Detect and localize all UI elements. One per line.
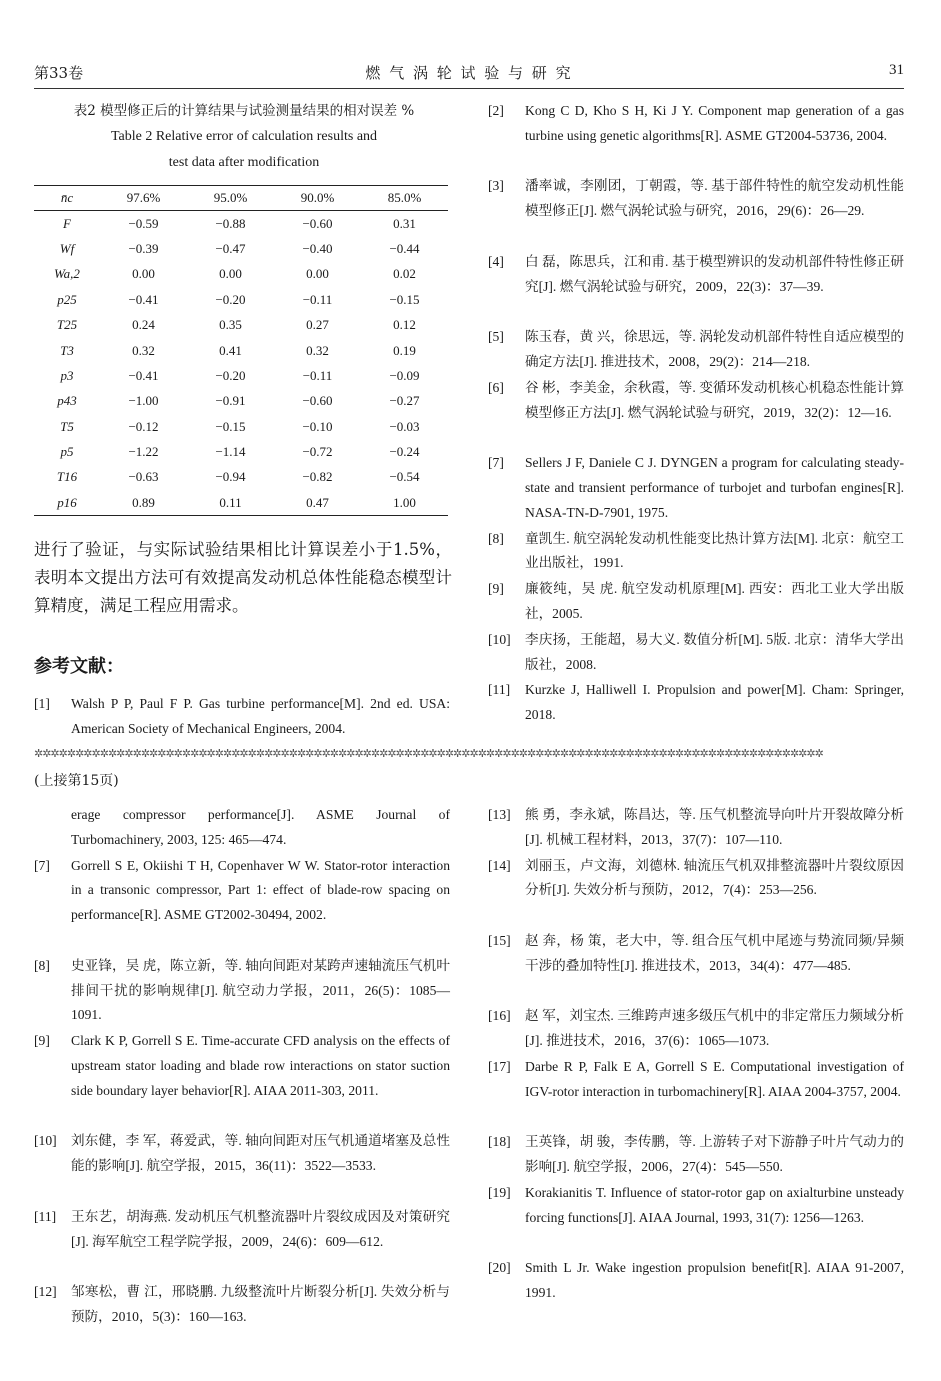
reference-number: [10] [34, 1133, 57, 1149]
table-cell: −0.20 [215, 367, 246, 383]
volume-number: 第33卷 [34, 64, 84, 82]
reference-number: [13] [488, 807, 511, 822]
row-symbol: Wf [59, 240, 75, 256]
reference-text: 童凯生. 航空涡轮发动机性能变比热计算方法[M]. 北京：航空工业出版社，1991. [525, 530, 904, 571]
reference-text: 廉筱纯，吴 虎. 航空发动机原理[M]. 西安：西北工业大学出版社，2005. [525, 581, 904, 621]
row-symbol: p3 [60, 367, 74, 383]
reference-number: [4] [488, 253, 504, 269]
table-cell: −0.10 [302, 418, 333, 434]
row-symbol: n̄c [34, 186, 100, 211]
table-cell: 0.12 [393, 317, 416, 333]
table-row [34, 439, 448, 464]
relative-error-table [34, 185, 448, 516]
references-heading: 参考文献： [34, 656, 124, 677]
table-caption-zh: 表2 模型修正后的计算结果与试验测量结果的相对误差 % [73, 103, 415, 119]
table-cell: −0.88 [215, 215, 246, 231]
reference-text: 赵 军，刘宝杰. 三维跨声速多级压气机中的非定常压力频域分析[J]. 推进技术，2016，37(6)：1065—1073. [525, 1008, 904, 1049]
table-row [34, 287, 448, 312]
table-cell: −0.41 [128, 367, 159, 383]
reference-number: [8] [34, 957, 50, 973]
reference-number: [7] [34, 857, 50, 873]
row-symbol: Wa,2 [54, 266, 80, 282]
reference-number: [9] [34, 1033, 50, 1049]
table-cell: −0.24 [389, 444, 420, 460]
reference-number: [14] [488, 857, 511, 873]
reference-number: [6] [488, 379, 504, 395]
reference-number: [2] [488, 103, 504, 118]
reference-text: Clark K P, Gorrell S E. Time-accurate CFD analysis on the effects of upstream stator loading and blade row interactions on stator suction side boundary layer behavior[R]. AIAA 2011-303, 2011. [71, 1033, 450, 1098]
reference-text: 王英锋，胡 骏，李传鹏，等. 上游转子对下游静子叶片气动力的影响[J]. 航空学报，2006，27(4)：545—550. [525, 1134, 904, 1175]
reference-number: [11] [34, 1208, 57, 1224]
reference-number: [3] [488, 178, 504, 194]
table-cell: 0.24 [132, 317, 155, 333]
table-row [34, 465, 448, 490]
reference-text: Darbe R P, Falk E A, Gorrell S E. Computational investigation of IGV-rotor interaction in turbomachinery[R]. AIAA 2004-3757, 2004. [525, 1059, 904, 1099]
reference-text: Smith L Jr. Wake ingestion propulsion benefit[R]. AIAA 91-2007, 1991. [525, 1260, 904, 1301]
table-cell: 0.32 [132, 342, 155, 358]
table-cell: −0.27 [389, 393, 420, 409]
row-symbol: p16 [34, 490, 100, 515]
reference-number: [5] [488, 329, 504, 345]
row-symbol: p5 [60, 444, 74, 460]
reference-text: 白 磊，陈思兵，江和甫. 基于模型辨识的发动机部件特性修正研究[J]. 燃气涡轮试验与研究，2009，22(3)：37—39. [525, 253, 904, 294]
table-caption-en-line2: test data after modification [168, 155, 320, 170]
table-cell: −0.12 [128, 418, 159, 434]
row-symbol: F [63, 215, 71, 231]
reference-text: 史亚锋，吴 虎，陈立新，等. 轴向间距对某跨声速轴流压气机叶排间干扰的影响规律[J]. 航空动力学报，2011，26(5)：1085—1091. [71, 957, 450, 1023]
reference-text: Walsh P P, Paul F P. Gas turbine performance[M]. 2nd ed. USA: American Society of Mechanical Engineers, 2004. [71, 696, 450, 736]
table-cell: 0.27 [306, 317, 329, 333]
table-cell: −1.00 [128, 393, 159, 409]
table-cell: −0.82 [302, 469, 333, 485]
table-row [34, 389, 448, 414]
table-cell: −0.63 [128, 469, 159, 485]
table-cell: −0.47 [215, 240, 246, 256]
table-cell: 0.31 [393, 215, 416, 231]
reference-text: 刘东健，李 军，蒋爱武，等. 轴向间距对压气机通道堵塞及总性能的影响[J]. 航空学报，2015，36(11)：3522—3533. [71, 1133, 450, 1174]
reference-number: [15] [488, 933, 511, 948]
reference-number: [16] [488, 1008, 511, 1024]
table-cell: −0.94 [215, 469, 246, 485]
table-cell: −0.54 [389, 469, 420, 485]
row-symbol: T3 [60, 342, 74, 358]
table-cell: 0.41 [219, 342, 242, 358]
table-cell: 0.00 [132, 266, 155, 282]
table-cell: −0.39 [128, 240, 159, 256]
reference-number: [18] [488, 1134, 511, 1150]
table-cell: −1.22 [128, 444, 159, 460]
table-cell: −0.40 [302, 240, 333, 256]
table-cell: −0.11 [302, 291, 333, 307]
reference-text: Sellers J F, Daniele C J. DYNGEN a program for calculating steady-state and transient performance of turbojet and turbofan engines[R]. NASA-TN-D-7901, 1975. [525, 455, 904, 520]
table-cell: −0.72 [302, 444, 333, 460]
table-cell: 0.19 [393, 342, 416, 358]
reference-text: 陈玉春，黄 兴，徐思远，等. 涡轮发动机部件特性自适应模型的确定方法[J]. 推进技术，2008，29(2)：214—218. [525, 329, 904, 369]
row-symbol: T5 [60, 418, 74, 434]
reference-number: [19] [488, 1185, 511, 1200]
row-symbol: p43 [57, 393, 77, 409]
table-cell: −0.60 [302, 215, 333, 231]
table-cell: −0.60 [302, 393, 333, 409]
table-cell: 97.6% [100, 186, 187, 211]
reference-text: Kong C D, Kho S H, Ki J Y. Component map generation of a gas turbine using genetic algorithms[R]. ASME GT2004-53736, 2004. [525, 103, 904, 143]
table-cell: 0.00 [306, 266, 329, 282]
table-cell: −0.11 [302, 367, 333, 383]
table-cell: −0.41 [128, 291, 159, 307]
conclusion-paragraph: 进行了验证，与实际试验结果相比计算误差小于1.5%，表明本文提出方法可有效提高发动机总体性能稳态模型计算精度，满足工程应用需求。 [34, 540, 452, 615]
row-symbol: p25 [57, 291, 77, 307]
reference-text: 熊 勇，李永斌，陈昌达，等. 压气机整流导向叶片开裂故障分析[J]. 机械工程材料，2013，37(7)：107—110. [525, 807, 904, 847]
reference-text: 刘丽玉，卢文海，刘德林. 轴流压气机双排整流器叶片裂纹原因分析[J]. 失效分析与预防，2012，7(4)：253—256. [525, 857, 904, 898]
reference-text: 邹寒松，曹 江，邢晓鹏. 九级整流叶片断裂分析[J]. 失效分析与预防，2010，5(3)：160—163. [71, 1284, 450, 1324]
reference-number: [20] [488, 1260, 511, 1276]
table-cell: 85.0% [361, 186, 448, 211]
table-cell: 0.32 [306, 342, 329, 358]
table-row [34, 211, 448, 236]
table-caption-en-line1: Table 2 Relative error of calculation results and [110, 129, 378, 144]
page-header [34, 62, 904, 88]
reference-number: [11] [488, 682, 511, 698]
table-cell: −0.03 [389, 418, 420, 434]
journal-name: 燃 气 涡 轮 试 验 与 研 究 [365, 64, 573, 82]
table-row [34, 312, 448, 337]
reference-number: [8] [488, 530, 504, 546]
continued-note: (上接第15页) [34, 773, 119, 789]
table-row [34, 236, 448, 261]
reference-number: [7] [488, 455, 504, 471]
reference-text: 潘率诚，李刚团，丁朝霞，等. 基于部件特性的航空发动机性能模型修正[J]. 燃气涡轮试验与研究，2016，29(6)：26—29. [525, 178, 904, 219]
reference-text: Gorrell S E, Okiishi T H, Copenhaver W W. Stator-rotor interaction in a transonic compressor, Part 1: effect of blade-row spacing on performance[R]. ASME GT2002-30494, 2002. [71, 857, 450, 923]
reference-text: 赵 奔，杨 策，老大中，等. 组合压气机中尾迹与势流同频/异频干涉的叠加特性[J]. 推进技术，2013，34(4)：477—485. [525, 933, 904, 973]
table-row [34, 262, 448, 287]
table-cell: 95.0% [187, 186, 274, 211]
table-cell: 1.00 [361, 490, 448, 515]
reference-text: Korakianitis T. Influence of stator-rotor gap on axialturbine unsteady forcing functions[J]. AIAA Journal, 1993, 31(7): 1256—1263. [525, 1185, 904, 1225]
reference-number: [9] [488, 581, 504, 597]
table-cell: 0.11 [187, 490, 274, 515]
table-cell: −0.09 [389, 367, 420, 383]
table-cell: 0.89 [100, 490, 187, 515]
table-cell: −0.44 [389, 240, 420, 256]
table-cell: 0.35 [219, 317, 242, 333]
section-divider: ✲✲✲✲✲✲✲✲✲✲✲✲✲✲✲✲✲✲✲✲✲✲✲✲✲✲✲✲✲✲✲✲✲✲✲✲✲✲✲✲✲✲✲✲✲✲✲✲✲✲✲✲✲✲✲✲✲✲✲✲✲✲✲✲✲✲✲✲✲✲✲✲✲✲✲✲✲✲✲✲✲✲✲✲✲✲✲✲✲✲✲✲✲✲✲✲ [34, 747, 823, 760]
table-cell: 0.47 [274, 490, 361, 515]
reference-number: [12] [34, 1284, 57, 1300]
table-row [34, 414, 448, 439]
row-symbol: T16 [56, 469, 78, 485]
reference-text: 谷 彬，李美金，余秋霞，等. 变循环发动机核心机稳态性能计算模型修正方法[J]. 燃气涡轮试验与研究，2019，32(2)：12—16. [525, 379, 904, 420]
header-rule [34, 88, 904, 89]
reference-text: 李庆扬，王能超，易大义. 数值分析[M]. 5版. 北京：清华大学出版社，2008. [525, 631, 904, 672]
table-cell: 90.0% [274, 186, 361, 211]
reference-text: 王东艺，胡海燕. 发动机压气机整流器叶片裂纹成因及对策研究[J]. 海军航空工程学院学报，2009，24(6)：609—612. [71, 1208, 450, 1249]
table-cell: −1.14 [215, 444, 246, 460]
table-row [34, 338, 448, 363]
table-row [34, 363, 448, 388]
table-cell: 0.02 [393, 266, 416, 282]
table-cell: 0.00 [219, 266, 242, 282]
table-header-row [34, 186, 448, 211]
table-cell: −0.20 [215, 291, 246, 307]
table-cell: −0.91 [215, 393, 246, 409]
page-number: 31 [889, 62, 904, 78]
reference-number: [1] [34, 696, 50, 711]
reference-text: Kurzke J, Halliwell I. Propulsion and power[M]. Cham: Springer, 2018. [525, 682, 904, 723]
table-row [34, 490, 448, 515]
table-cell: −0.15 [215, 418, 246, 434]
reference-number: [17] [488, 1059, 511, 1074]
table-cell: −0.15 [389, 291, 420, 307]
table-cell: −0.59 [128, 215, 159, 231]
row-symbol: T25 [56, 317, 78, 333]
reference-number: [10] [488, 631, 511, 647]
reference-text: erage compressor performance[J]. ASME Journal of Turbomachinery, 2003, 125: 465—474. [71, 807, 450, 847]
